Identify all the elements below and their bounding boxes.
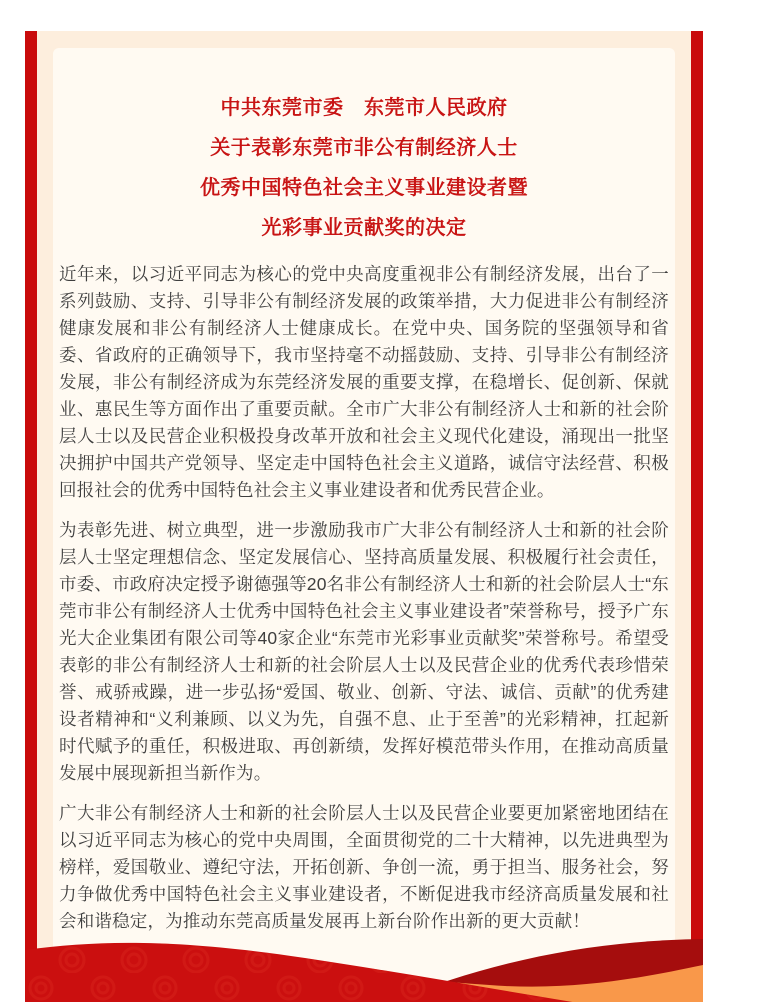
- document-title: [59, 88, 669, 248]
- right-red-stripe: [691, 31, 703, 1002]
- paragraph-3: 广大非公有制经济人士和新的社会阶层人士以及民营企业要更加紧密地团结在以习近平同志为核心的党中央周围，全面贯彻党的二十大精神，以先进典型为榜样，爱国敬业、遵纪守法，开拓创新、争创一流，勇于担当、服务社会，努力争做优秀中国特色社会主义事业建设者，不断促进我市经济高质量发展和社会和谐稳定，为推动东莞高质量发展再上新台阶作出新的更大贡献！: [59, 803, 669, 931]
- left-red-stripe: [25, 31, 37, 1002]
- title-line-2: 关于表彰东莞市非公有制经济人士: [210, 137, 518, 159]
- document-body: [59, 261, 669, 935]
- title-line-1: 中共东莞市委 东莞市人民政府: [220, 97, 508, 119]
- paragraph-2: 为表彰先进、树立典型，进一步激励我市广大非公有制经济人士和新的社会阶层人士坚定理想信念、坚定发展信心、坚持高质量发展、积极履行社会责任，市委、市政府决定授予谢德强等20名非公有制经济人士和新的社会阶层人士“东莞市非公有制经济人士优秀中国特色社会主义事业建设者”荣誉称号，授予广东光大企业集团有限公司等40家企业“东莞市光彩事业贡献奖”荣誉称号。希望受表彰的非公有制经济人士和新的社会阶层人士以及民营企业的优秀代表珍惜荣誉、戒骄戒躁，进一步弘扬“爱国、敬业、创新、守法、诚信、贡献”的优秀建设者精神和“义利兼顾、以义为先，自强不息、止于至善”的光彩精神，扛起新时代赋予的重任，积极进取、再创新绩，发挥好模范带头作用，在推动高质量发展中展现新担当新作为。: [59, 520, 669, 783]
- bottom-wave-decoration: [25, 917, 703, 1002]
- document-panel: [25, 31, 703, 1002]
- title-line-4: 光彩事业贡献奖的决定: [261, 217, 467, 239]
- paragraph-1: 近年来，以习近平同志为核心的党中央高度重视非公有制经济发展，出台了一系列鼓励、支持、引导非公有制经济发展的政策举措，大力促进非公有制经济健康发展和非公有制经济人士健康成长。在党中央、国务院的坚强领导和省委、省政府的正确领导下，我市坚持毫不动摇鼓励、支持、引导非公有制经济发展，非公有制经济成为东莞经济发展的重要支撑，在稳增长、促创新、保就业、惠民生等方面作出了重要贡献。全市广大非公有制经济人士和新的社会阶层人士以及民营企业积极投身改革开放和社会主义现代化建设，涌现出一批坚决拥护中国共产党领导、坚定走中国特色社会主义道路，诚信守法经营、积极回报社会的优秀中国特色社会主义事业建设者和优秀民营企业。: [59, 264, 669, 500]
- title-line-3: 优秀中国特色社会主义事业建设者暨: [200, 177, 528, 199]
- document-card: [53, 48, 675, 1002]
